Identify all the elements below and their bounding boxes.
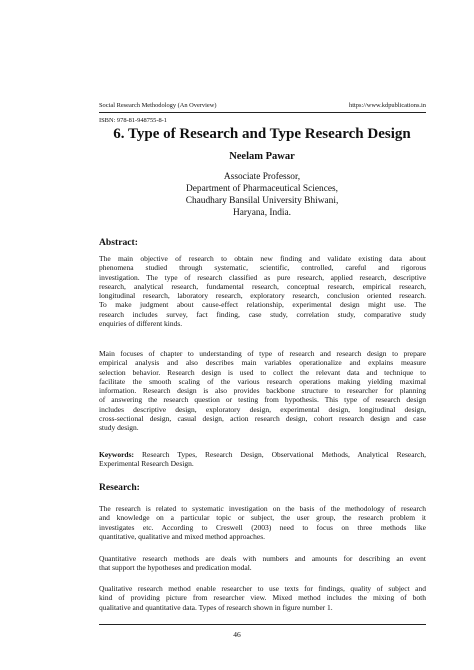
- text-line: enquiries of different kinds.: [99, 319, 183, 329]
- text-line: phenomena studied through systematic, scientific, controlled, careful and rigorous: [99, 263, 426, 273]
- text-line: and knowledge on a particular topic or subject, the user group, the research problem it: [99, 513, 426, 523]
- text-line: kind of providing picture from researcher view. Mixed method includes the mixing of both: [99, 593, 426, 603]
- affiliation-line: Haryana, India.: [232, 208, 292, 218]
- author-name: Neelam Pawar: [229, 151, 295, 162]
- text-line: Qualitative research method enable researcher to use texts for findings, quality of subject and: [99, 584, 426, 593]
- text-line: research, analytical research, fundamental research, conceptual research, empirical research,: [99, 281, 426, 291]
- text-line: cross-sectional design, casual design, action research design, cohort research design and case: [99, 414, 426, 424]
- text-line: empirical analysis and also describes main variables operationalize and explains measure: [99, 358, 426, 368]
- text-line: research includes survey, fact finding, case study, correlation study, comparative study: [99, 309, 426, 319]
- text-line: The main objective of research to obtain new finding and validate existing data about: [99, 254, 426, 263]
- text-line: Quantitative research methods are deals with numbers and amounts for describing an event: [99, 554, 426, 563]
- affiliation-line: Department of Pharmaceutical Sciences,: [185, 184, 339, 194]
- page-number: 46: [233, 630, 241, 639]
- research-paragraph-3: [99, 584, 426, 612]
- affiliation-line: Chaudhary Bansilal University Bhiwani,: [185, 196, 339, 206]
- text-line: investigates etc. According to Creswell (2003) need to focus on three methods like: [99, 522, 426, 532]
- text-line: investigation. The type of research classified as pure research, applied research, descriptive: [99, 272, 426, 282]
- abstract-heading: Abstract:: [99, 237, 138, 248]
- text-line: facilitate the smooth scaling of the various research operations making yielding maximal: [99, 376, 426, 386]
- running-header-title: Social Research Methodology (An Overview): [99, 102, 217, 109]
- text-line: Main focuses of chapter to understanding of type of research and research design to prepare: [99, 349, 426, 358]
- affiliation-line: Associate Professor,: [223, 172, 301, 182]
- keywords-line: [99, 450, 426, 459]
- text-line: The research is related to systematic investigation on the basis of the methodology of research: [99, 504, 426, 513]
- keywords-line: Experimental Research Design.: [99, 459, 194, 469]
- research-paragraph-2: [99, 554, 426, 573]
- chapter-title: 6. Type of Research and Type Research Design: [113, 126, 411, 142]
- text-line: of answering the research question or testing from hypothesis. This type of research design: [99, 395, 426, 405]
- text-line: qualitative and quantitative data. Types of research shown in figure number 1.: [99, 602, 333, 612]
- text-line: study design.: [99, 423, 139, 433]
- header-rule: [99, 112, 426, 113]
- research-heading: Research:: [99, 482, 140, 493]
- isbn-line: ISBN: 978-81-948755-8-1: [99, 117, 167, 124]
- text-line: To make judgment about cause-effect relationship, experimental design might use. The: [99, 300, 426, 310]
- keywords-block: [99, 450, 426, 469]
- text-line: information. Research design is also provides backbone structure to researcher for planning: [99, 386, 426, 396]
- abstract-paragraph-1: [99, 254, 426, 328]
- running-header-url: https://www.kdpublications.in: [349, 102, 426, 109]
- text-line: quantitative, qualitative and mixed method approaches.: [99, 531, 265, 541]
- author-affiliation: [60, 171, 464, 219]
- text-line: longitudinal research, laboratory research, exploratory research, conclusion oriented research.: [99, 291, 426, 301]
- keywords-label: Keywords:: [99, 450, 134, 459]
- research-paragraph-1: [99, 504, 426, 541]
- text-line: selection behavior. Research design is used to collect the relevant data and technique to: [99, 367, 426, 377]
- abstract-paragraph-2: [99, 349, 426, 433]
- text-line: includes descriptive design, exploratory design, experimental design, longitudinal design,: [99, 404, 426, 414]
- keywords-text: Research Types, Research Design, Observational Methods, Analytical Research,: [134, 450, 426, 459]
- footer-rule: [99, 624, 426, 625]
- text-line: that support the hypotheses and predication modal.: [99, 563, 252, 573]
